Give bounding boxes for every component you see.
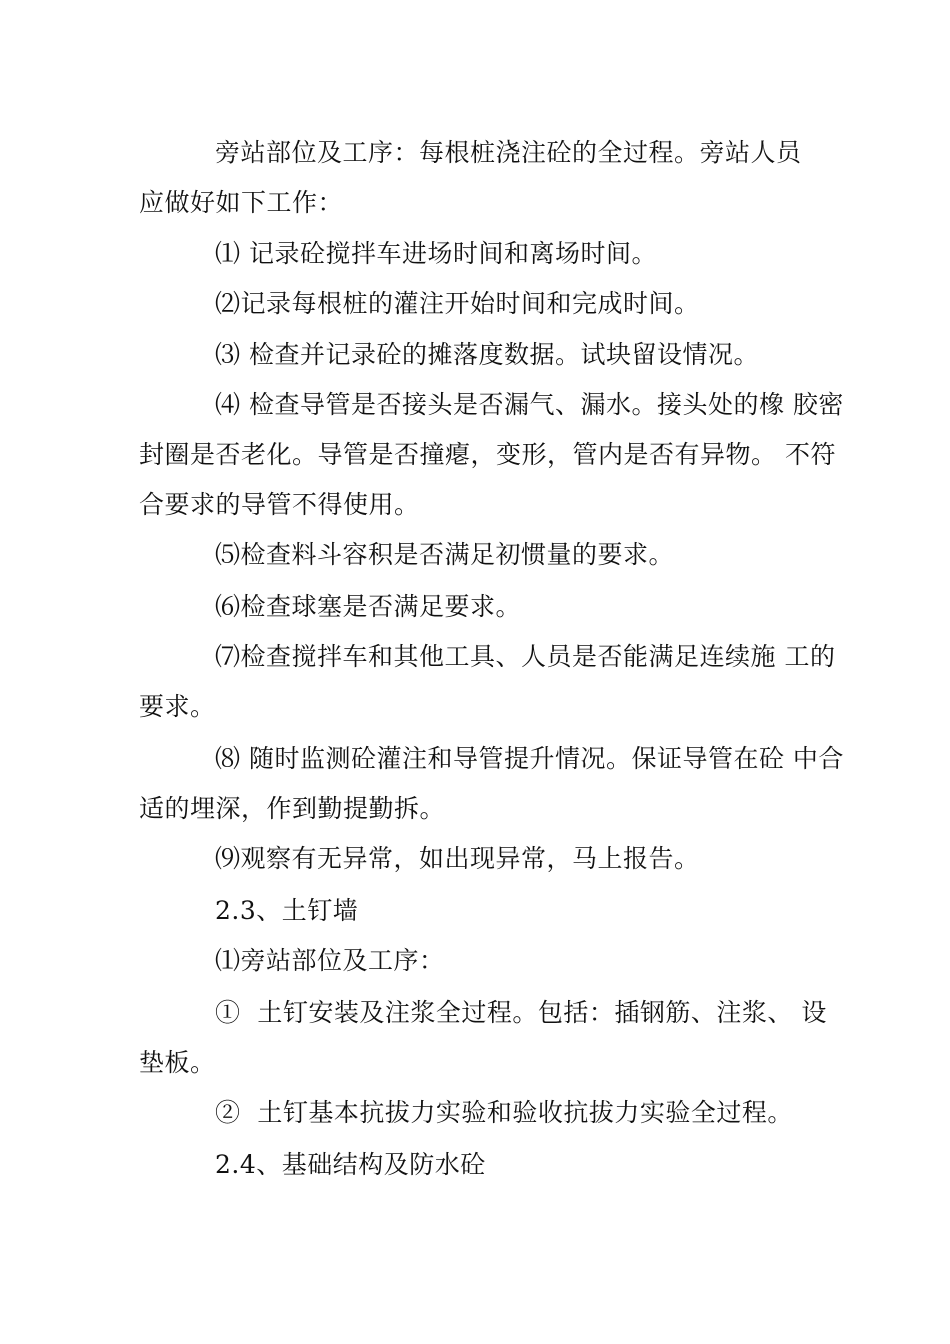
- paragraph-line: 要求。: [139, 692, 216, 721]
- paragraph-line: 封圈是否老化。导管是否撞瘪，变形，管内是否有异物。 不符: [139, 440, 836, 469]
- paragraph-line: ① 土钉安装及注浆全过程。包括：插钢筋、注浆、 设: [215, 998, 827, 1027]
- paragraph-line: ⑴ 记录砼搅拌车进场时间和离场时间。: [215, 239, 657, 268]
- section-heading: 2.3、土钉墙: [215, 896, 359, 925]
- paragraph-line: ⑸检查料斗容积是否满足初惯量的要求。: [215, 540, 675, 569]
- paragraph-line: 合要求的导管不得使用。: [139, 490, 420, 519]
- paragraph-line: ⑶ 检查并记录砼的摊落度数据。试块留设情况。: [215, 340, 759, 369]
- paragraph-line: ⑵记录每根桩的灌注开始时间和完成时间。: [215, 289, 700, 318]
- paragraph-line: ⑼观察有无异常，如出现异常，马上报告。: [215, 844, 700, 873]
- paragraph-line: 旁站部位及工序：每根桩浇注砼的全过程。旁站人员: [215, 138, 802, 167]
- paragraph-line: ⑻ 随时监测砼灌注和导管提升情况。保证导管在砼 中合: [215, 744, 844, 773]
- paragraph-line: 适的埋深，作到勤提勤拆。: [139, 794, 446, 823]
- section-heading: 2.4、基础结构及防水砼: [215, 1150, 486, 1179]
- paragraph-line: ⑷ 检查导管是否接头是否漏气、漏水。接头处的橡 胶密: [215, 390, 844, 419]
- paragraph-line: ⑴旁站部位及工序：: [215, 946, 445, 975]
- paragraph-line: ⑹检查球塞是否满足要求。: [215, 592, 522, 621]
- paragraph-line: 垫板。: [139, 1048, 216, 1077]
- paragraph-line: ② 土钉基本抗拔力实验和验收抗拔力实验全过程。: [215, 1098, 793, 1127]
- paragraph-line: ⑺检查搅拌车和其他工具、人员是否能满足连续施 工的: [215, 642, 836, 671]
- paragraph-line: 应做好如下工作：: [139, 188, 344, 217]
